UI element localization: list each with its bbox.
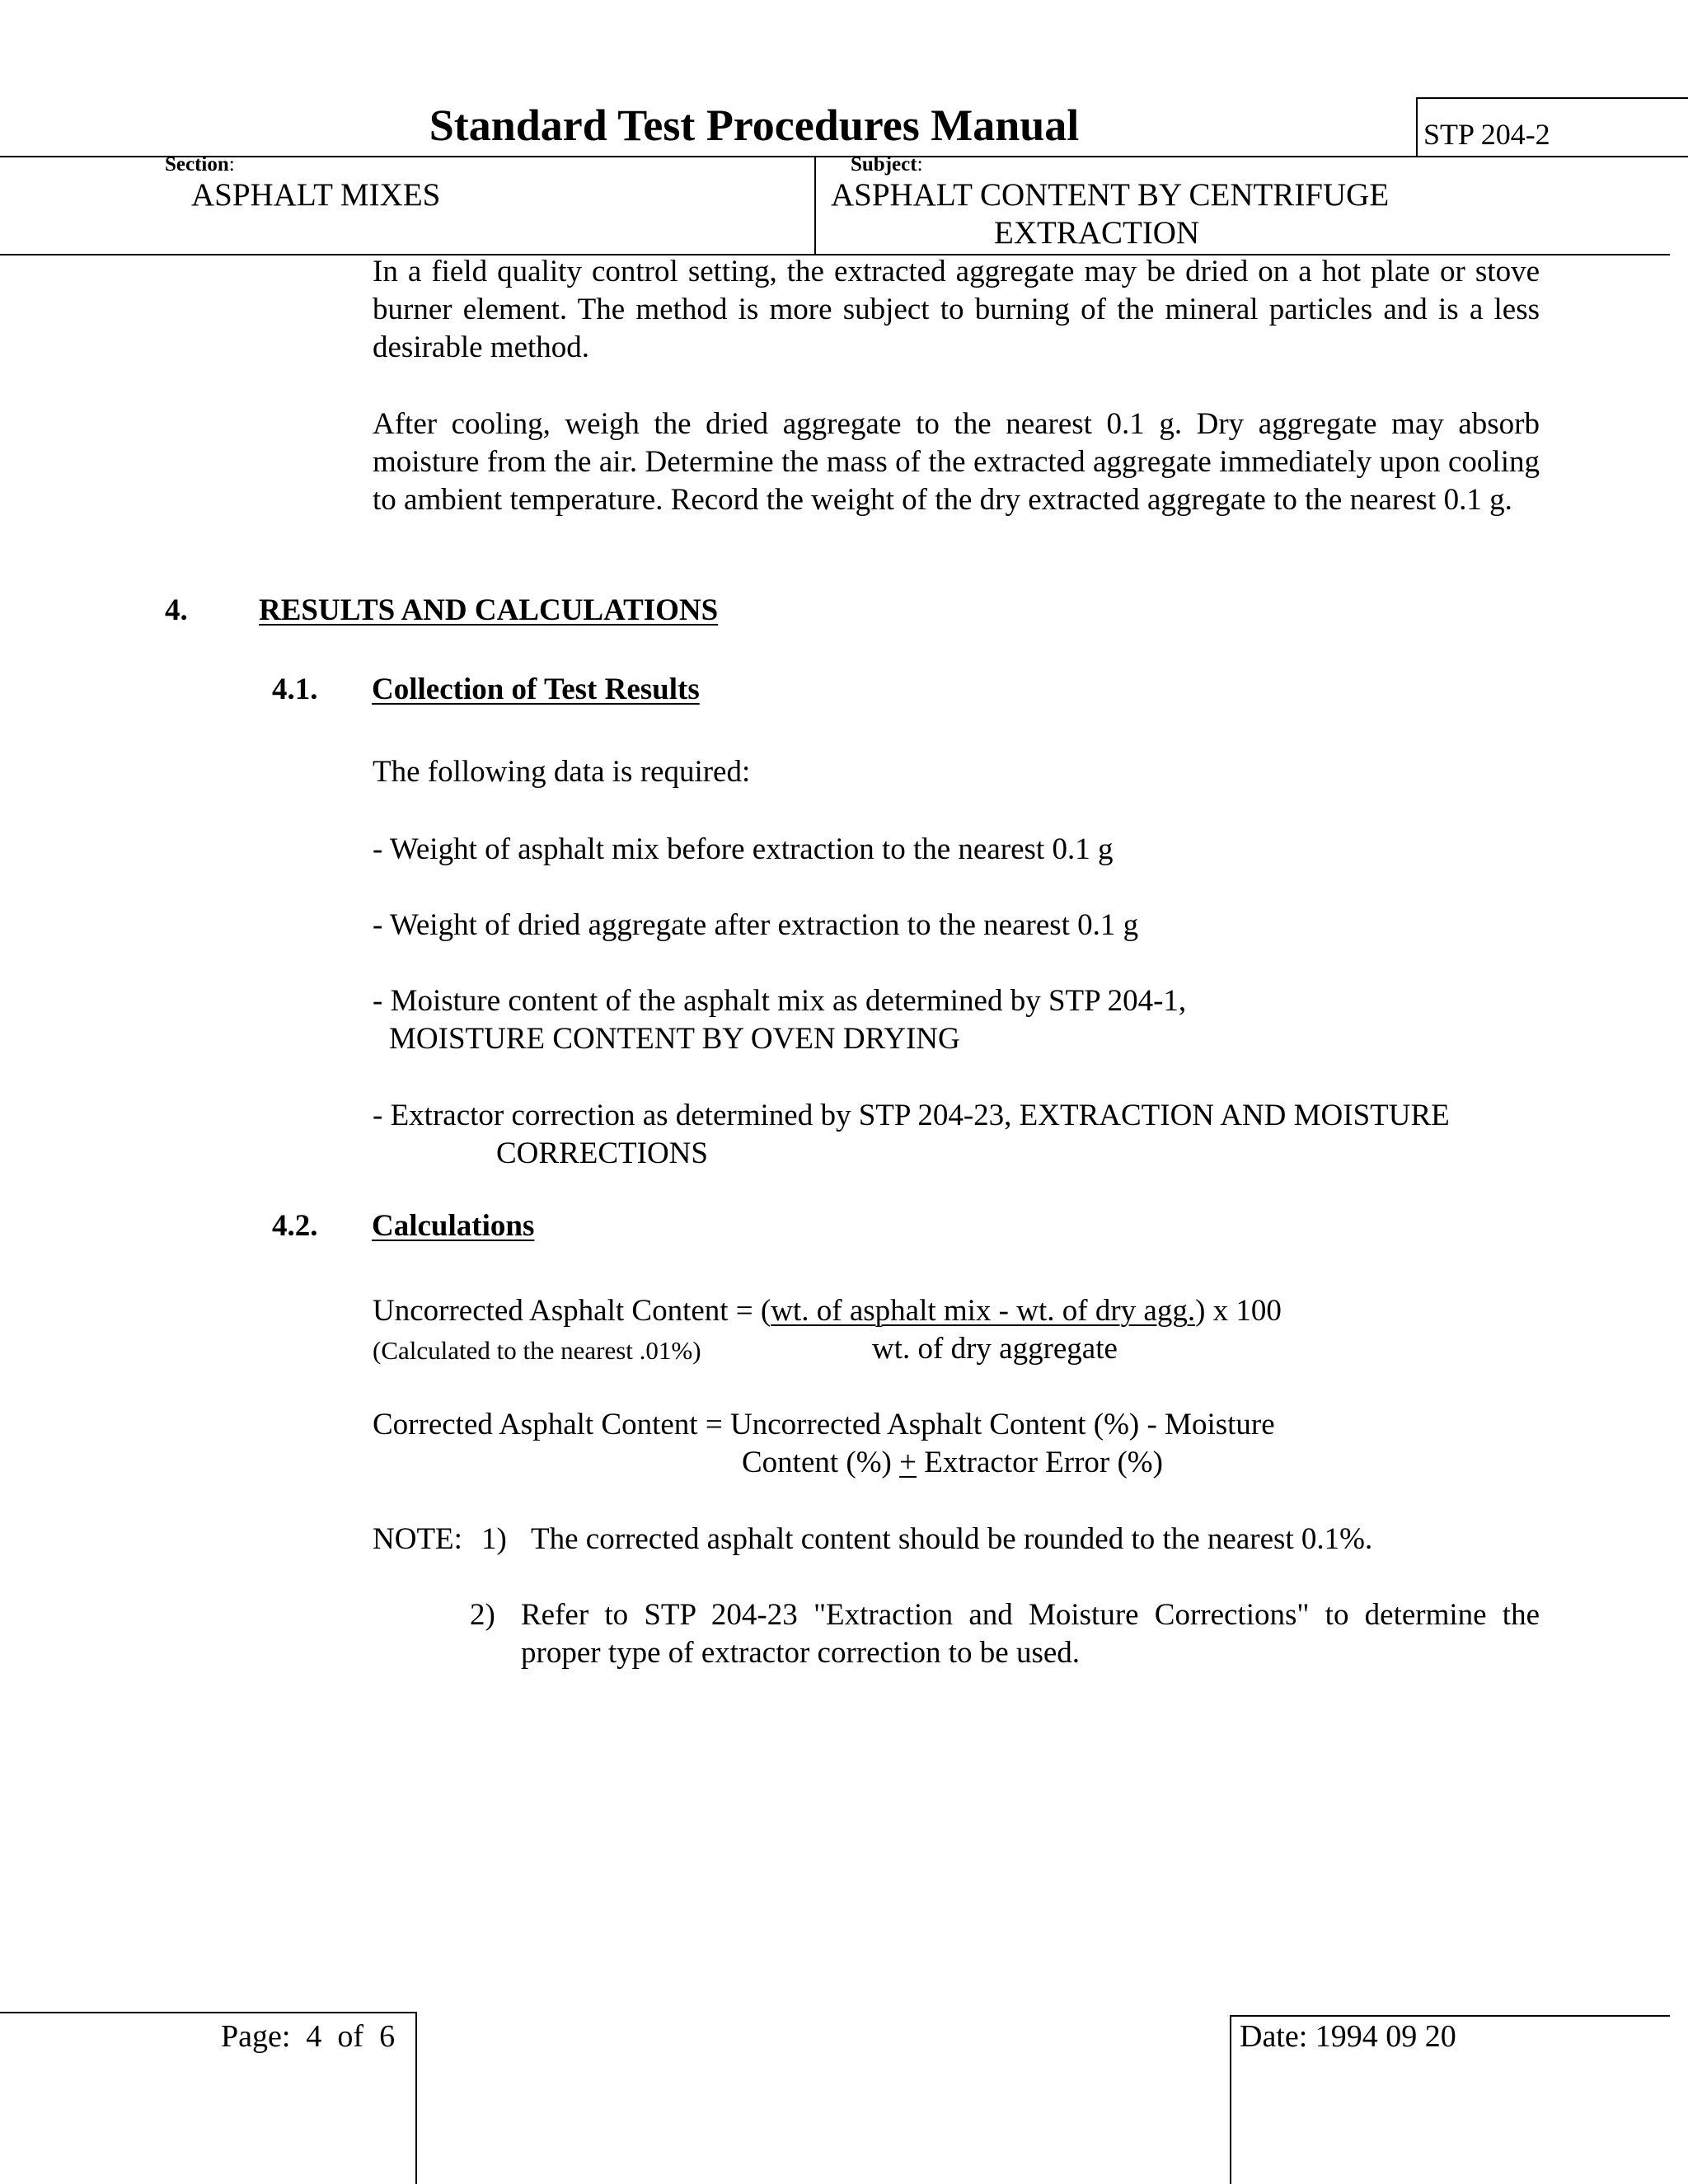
list-item-moisture-line1: - Moisture content of the asphalt mix as determined by STP 204-1,	[373, 984, 1187, 1018]
header-rule-middle	[0, 156, 1688, 157]
list-item-aggregate-weight: - Weight of dried aggregate after extraction to the nearest 0.1 g	[373, 908, 1139, 942]
header-column-divider	[814, 156, 816, 255]
note-1-text: The corrected asphalt content should be rounded to the nearest 0.1%.	[531, 1522, 1373, 1556]
footer-rule-right	[1230, 2015, 1670, 2017]
uncorrected-formula: Uncorrected Asphalt Content = (wt. of asphalt mix - wt. of dry agg.) x 100	[373, 1294, 1282, 1328]
note-2-number: 2)	[470, 1598, 495, 1632]
formula-numerator: wt. of asphalt mix - wt. of dry agg.	[771, 1294, 1196, 1328]
note-label: NOTE:	[373, 1522, 462, 1556]
plus-minus-symbol: +	[899, 1446, 917, 1479]
section-4-2-number: 4.2.	[272, 1209, 318, 1243]
note-1-number: 1)	[481, 1522, 507, 1556]
doc-number-box-left	[1416, 97, 1418, 157]
footer-box-left-edge	[415, 2012, 417, 2184]
note-2-text: Refer to STP 204-23 "Extraction and Moisture Corrections" to determine the proper type of extractor correction to be used.	[521, 1598, 1540, 1670]
header-rule-top-right	[1416, 97, 1688, 99]
section-4-2-title: Calculations	[372, 1209, 535, 1243]
subject-value-line1: ASPHALT CONTENT BY CENTRIFUGE	[831, 177, 1390, 213]
paragraph-cooling: After cooling, weigh the dried aggregate to the nearest 0.1 g. Dry aggregate may absorb moisture from the air. Determine the mass of the extracted aggregate immediately upon cooling to ambient temperature. Record the weight of the dry extracted aggregate to the nearest 0.1 g.	[373, 407, 1540, 517]
corrected-formula-line2: Content (%) + Extractor Error (%)	[742, 1446, 1163, 1479]
formula-denominator: wt. of dry aggregate	[872, 1332, 1118, 1366]
subject-value-line2: EXTRACTION	[994, 215, 1200, 251]
rounding-note: (Calculated to the nearest .01%)	[373, 1336, 701, 1365]
list-item-extractor-line1: - Extractor correction as determined by STP 204-23, EXTRACTION AND MOISTURE	[373, 1099, 1450, 1132]
footer-box-right-edge	[1230, 2015, 1231, 2184]
corrected-formula-line1: Corrected Asphalt Content = Uncorrected Asphalt Content (%) - Moisture	[373, 1408, 1275, 1441]
page-number: Page: 4 of 6	[221, 2019, 396, 2054]
list-item-moisture-line2: MOISTURE CONTENT BY OVEN DRYING	[389, 1022, 960, 1056]
section-value: ASPHALT MIXES	[191, 177, 441, 213]
page-title: Standard Test Procedures Manual	[429, 101, 1080, 150]
section-4-number: 4.	[165, 593, 188, 627]
required-data-lead: The following data is required:	[373, 755, 751, 789]
section-label: Section:	[165, 153, 235, 176]
section-4-1-title: Collection of Test Results	[372, 673, 700, 706]
list-item-extractor-line2: CORRECTIONS	[496, 1137, 708, 1170]
section-4-title: RESULTS AND CALCULATIONS	[259, 593, 719, 627]
subject-label: Subject:	[851, 153, 923, 176]
list-item-mix-weight: - Weight of asphalt mix before extraction to the nearest 0.1 g	[373, 832, 1114, 866]
section-4-1-number: 4.1.	[272, 673, 318, 706]
doc-number: STP 204-2	[1423, 118, 1550, 151]
paragraph-drying: In a field quality control setting, the extracted aggregate may be dried on a hot plate or stove burner element. The method is more subject to burning of the mineral particles and is a less desirable method.	[373, 255, 1540, 364]
revision-date: Date: 1994 09 20	[1240, 2019, 1456, 2054]
footer-rule-left	[0, 2012, 417, 2013]
